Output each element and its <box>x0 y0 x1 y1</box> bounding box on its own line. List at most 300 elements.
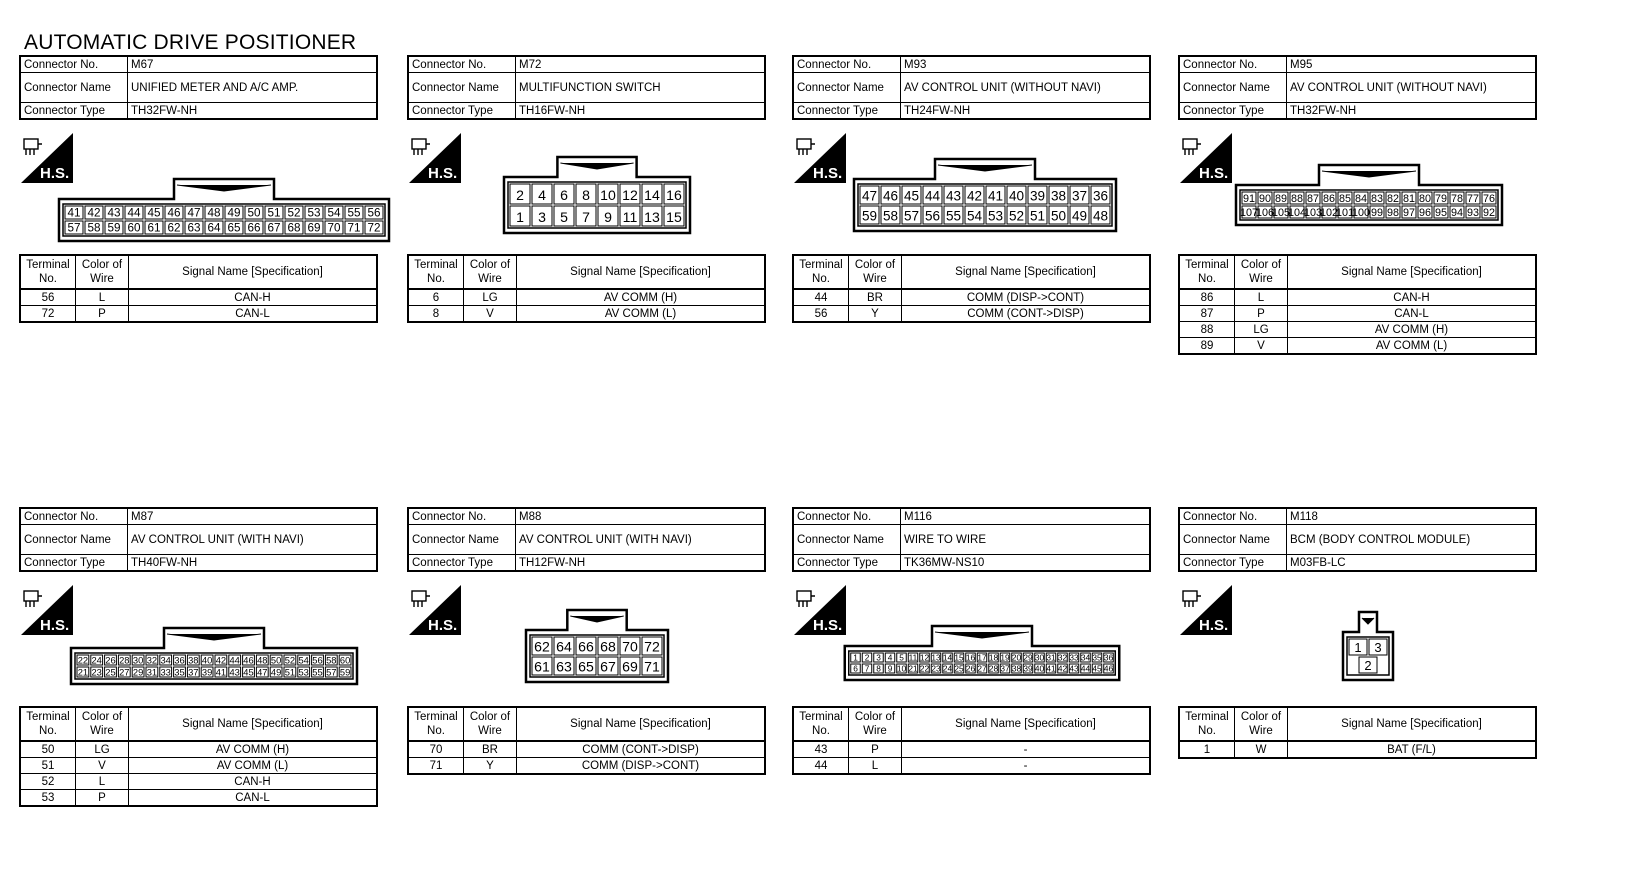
signal-name: - <box>902 758 1151 775</box>
connector-type-label: Connector Type <box>20 103 128 120</box>
connector-block <box>19 507 378 804</box>
terminal-no: 44 <box>793 289 849 306</box>
pin-label: 4 <box>538 187 546 204</box>
pin-label: 32 <box>1057 652 1068 663</box>
pin-label: 39 <box>1029 188 1046 204</box>
pin-label: 44 <box>127 206 141 220</box>
hs-label: H.S. <box>813 617 843 634</box>
pin-label: 15 <box>666 209 682 226</box>
connector-face-diagram <box>1234 165 1504 227</box>
pin-label: 79 <box>1434 192 1448 205</box>
pin-label: 11 <box>908 652 918 663</box>
connector-face-diagram <box>837 620 1127 682</box>
pin-label: 41 <box>67 206 81 220</box>
terminal-no-header: Terminal No. <box>20 255 76 289</box>
pin-label: 85 <box>1338 192 1352 205</box>
pin-label: 98 <box>1386 206 1400 219</box>
pin-label: 65 <box>578 658 594 675</box>
pin-label: 42 <box>966 188 983 204</box>
connector-name-label: Connector Name <box>20 73 128 103</box>
table-row <box>1179 289 1536 306</box>
pin-label: 92 <box>1482 206 1496 219</box>
hs-label: H.S. <box>428 617 458 634</box>
connector-type-value: TH24FW-NH <box>901 103 1151 120</box>
harness-side-icon <box>1180 133 1232 183</box>
hs-label: H.S. <box>428 165 458 182</box>
pin-label: 64 <box>207 221 221 235</box>
wire-color: L <box>76 289 129 306</box>
connector-no-value: M88 <box>516 508 766 525</box>
pin-label: 69 <box>622 658 638 675</box>
wire-color-header: Color of Wire <box>849 707 902 741</box>
terminal-no-header: Terminal No. <box>408 255 464 289</box>
connector-type-value: TH40FW-NH <box>128 555 378 572</box>
connector-face-diagram <box>1336 610 1400 682</box>
table-row <box>1179 306 1536 322</box>
terminal-no: 87 <box>1179 306 1235 322</box>
pin-label: 84 <box>1354 192 1368 205</box>
pin-label: 63 <box>556 658 572 675</box>
pin-label: 22 <box>77 655 89 666</box>
pin-label: 90 <box>1258 192 1272 205</box>
pin-label: 14 <box>942 652 953 663</box>
connector-type-value: TH16FW-NH <box>516 103 766 120</box>
pin-label: 50 <box>1050 208 1067 224</box>
signal-name: - <box>902 741 1151 758</box>
signal-name: AV COMM (L) <box>129 758 378 774</box>
pin-label: 37 <box>188 667 199 678</box>
hs-label: H.S. <box>813 165 843 182</box>
pin-label: 23 <box>91 667 102 678</box>
terminal-no: 71 <box>408 758 464 775</box>
connector-type-value: TH32FW-NH <box>1287 103 1537 120</box>
wire-color: V <box>76 758 129 774</box>
pin-label: 49 <box>1071 208 1088 224</box>
connector-name-label: Connector Name <box>793 73 901 103</box>
table-row <box>408 289 765 306</box>
terminal-no: 72 <box>20 306 76 323</box>
connector-type-value: TK36MW-NS10 <box>901 555 1151 572</box>
wire-color: Y <box>464 758 517 775</box>
pin-label: 50 <box>270 655 282 666</box>
wire-color-header: Color of Wire <box>1235 255 1288 289</box>
signal-name-header: Signal Name [Specification] <box>129 707 378 741</box>
connector-type-label: Connector Type <box>408 103 516 120</box>
connector-name-value: AV CONTROL UNIT (WITH NAVI) <box>516 525 766 555</box>
pin-label: 69 <box>307 221 321 235</box>
pin-label: 12 <box>622 187 638 204</box>
wire-color-header: Color of Wire <box>76 255 129 289</box>
pin-label: 53 <box>987 208 1004 224</box>
connector-info-table <box>19 507 378 572</box>
signal-name: CAN-H <box>1288 289 1537 306</box>
wire-color: LG <box>1235 322 1288 338</box>
terminal-no: 43 <box>793 741 849 758</box>
hs-label: H.S. <box>40 617 70 634</box>
pin-label: 21 <box>77 667 89 678</box>
connector-type-value: TH12FW-NH <box>516 555 766 572</box>
pin-label: 62 <box>167 221 181 235</box>
signal-name-header: Signal Name [Specification] <box>517 255 766 289</box>
pin-label: 62 <box>534 638 550 655</box>
signal-name: COMM (DISP->CONT) <box>517 758 766 775</box>
pin-label: 36 <box>1092 188 1109 204</box>
pin-label: 24 <box>942 663 953 674</box>
wire-color: P <box>76 306 129 323</box>
terminal-no-header: Terminal No. <box>20 707 76 741</box>
harness-side-icon <box>1180 585 1232 635</box>
pin-label: 59 <box>861 208 878 224</box>
signal-name-header: Signal Name [Specification] <box>1288 255 1537 289</box>
pin-label: 35 <box>1092 652 1102 663</box>
terminal-no: 52 <box>20 774 76 790</box>
connector-no-value: M67 <box>128 56 378 73</box>
pin-label: 71 <box>644 658 660 675</box>
signal-name: AV COMM (H) <box>129 741 378 758</box>
pin-label: 44 <box>1080 663 1091 674</box>
pin-label: 40 <box>201 655 213 666</box>
pin-label: 49 <box>227 206 241 220</box>
table-row <box>20 289 377 306</box>
pin-label: 7 <box>864 663 870 674</box>
pin-label: 29 <box>132 667 144 678</box>
pin-label: 59 <box>107 221 121 235</box>
connector-name-value: AV CONTROL UNIT (WITHOUT NAVI) <box>1287 73 1537 103</box>
table-row <box>408 758 765 775</box>
pin-label: 51 <box>1029 208 1046 224</box>
pin-label: 95 <box>1434 206 1448 219</box>
terminal-no: 51 <box>20 758 76 774</box>
pin-label: 103 <box>1303 206 1323 219</box>
pin-label: 40 <box>1034 663 1045 674</box>
pin-label: 14 <box>644 187 660 204</box>
connector-info-table <box>792 55 1151 120</box>
connector-name-label: Connector Name <box>793 525 901 555</box>
pin-label: 17 <box>977 652 987 663</box>
pin-label: 76 <box>1482 192 1496 205</box>
connector-no-label: Connector No. <box>793 56 901 73</box>
pin-label: 97 <box>1402 206 1416 219</box>
pin-label: 38 <box>1050 188 1067 204</box>
table-row <box>20 306 377 323</box>
signal-name: CAN-L <box>1288 306 1537 322</box>
pin-label: 88 <box>1290 192 1304 205</box>
wire-color: LG <box>464 289 517 306</box>
pin-label: 42 <box>87 206 101 220</box>
terminal-table <box>1178 706 1537 759</box>
pin-label: 11 <box>622 209 638 226</box>
pin-label: 52 <box>287 206 301 220</box>
pin-label: 33 <box>160 667 171 678</box>
terminal-no: 88 <box>1179 322 1235 338</box>
pin-label: 70 <box>622 638 638 655</box>
terminal-no: 50 <box>20 741 76 758</box>
pin-label: 38 <box>1011 663 1022 674</box>
pin-label: 27 <box>977 663 987 674</box>
pin-label: 12 <box>919 652 930 663</box>
pin-label: 46 <box>882 188 899 204</box>
connector-block <box>792 55 1151 320</box>
wire-color: V <box>464 306 517 323</box>
connector-block <box>407 55 766 320</box>
pin-label: 30 <box>132 655 144 666</box>
pin-label: 53 <box>298 667 309 678</box>
pin-label: 105 <box>1271 206 1291 219</box>
connector-type-label: Connector Type <box>20 555 128 572</box>
terminal-table <box>407 706 766 775</box>
terminal-no: 56 <box>793 306 849 323</box>
pin-label: 28 <box>988 663 999 674</box>
terminal-table <box>19 706 378 807</box>
wire-color: P <box>1235 306 1288 322</box>
pin-label: 99 <box>1370 206 1384 219</box>
pin-label: 63 <box>187 221 201 235</box>
connector-block <box>1178 55 1537 352</box>
signal-name: COMM (CONT->DISP) <box>902 306 1151 323</box>
wire-color: BR <box>849 289 902 306</box>
pin-label: 36 <box>174 655 185 666</box>
pin-label: 52 <box>284 655 296 666</box>
pin-label: 10 <box>600 187 616 204</box>
pin-label: 101 <box>1335 206 1355 219</box>
pin-label: 25 <box>105 667 116 678</box>
terminal-no: 89 <box>1179 338 1235 355</box>
pin-label: 86 <box>1322 192 1336 205</box>
connector-name-value: BCM (BODY CONTROL MODULE) <box>1287 525 1537 555</box>
pin-label: 54 <box>327 206 341 220</box>
pin-label: 2 <box>516 187 524 204</box>
pin-label: 32 <box>146 655 158 666</box>
connector-face-diagram <box>67 161 381 243</box>
table-row <box>20 790 377 807</box>
terminal-no: 44 <box>793 758 849 775</box>
pin-label: 56 <box>924 208 941 224</box>
pin-label: 71 <box>347 221 361 235</box>
pin-label: 16 <box>666 187 682 204</box>
pin-label: 55 <box>945 208 962 224</box>
connector-no-value: M93 <box>901 56 1151 73</box>
pin-label: 16 <box>965 652 976 663</box>
pin-label: 28 <box>119 655 130 666</box>
pin-label: 36 <box>1103 652 1114 663</box>
terminal-no-header: Terminal No. <box>793 255 849 289</box>
wire-color-header: Color of Wire <box>1235 707 1288 741</box>
pin-label: 87 <box>1306 192 1320 205</box>
pin-label: 20 <box>1011 652 1022 663</box>
connector-no-value: M87 <box>128 508 378 525</box>
pin-label: 55 <box>347 206 361 220</box>
connector-info-table <box>407 55 766 120</box>
wire-color-header: Color of Wire <box>76 707 129 741</box>
connector-type-label: Connector Type <box>793 103 901 120</box>
connector-name-label: Connector Name <box>20 525 128 555</box>
pin-label: 106 <box>1255 206 1275 219</box>
connector-no-label: Connector No. <box>793 508 901 525</box>
harness-side-icon <box>409 585 461 635</box>
connector-info-table <box>19 55 378 120</box>
connector-name-label: Connector Name <box>408 525 516 555</box>
harness-side-icon <box>794 133 846 183</box>
pin-label: 37 <box>1071 188 1088 204</box>
pin-label: 57 <box>67 221 81 235</box>
wire-color-header: Color of Wire <box>464 255 517 289</box>
pin-label: 6 <box>560 187 568 204</box>
pin-label: 70 <box>327 221 341 235</box>
connector-type-label: Connector Type <box>1179 555 1287 572</box>
pin-label: 53 <box>307 206 321 220</box>
pin-label: 37 <box>1000 663 1010 674</box>
pin-label: 2 <box>1364 658 1372 674</box>
pin-label: 5 <box>899 652 904 663</box>
pin-label: 41 <box>215 667 227 678</box>
pin-label: 80 <box>1418 192 1432 205</box>
connector-info-table <box>792 507 1151 572</box>
pin-label: 60 <box>127 221 141 235</box>
pin-label: 58 <box>326 655 337 666</box>
pin-label: 81 <box>1402 192 1416 205</box>
connector-name-value: WIRE TO WIRE <box>901 525 1151 555</box>
pin-label: 39 <box>201 667 213 678</box>
table-row <box>793 758 1150 775</box>
pin-label: 47 <box>861 188 878 204</box>
pin-label: 41 <box>1046 663 1056 674</box>
pin-label: 31 <box>1046 652 1056 663</box>
pin-label: 13 <box>931 652 941 663</box>
signal-name: AV COMM (L) <box>1288 338 1537 355</box>
pin-label: 29 <box>1023 652 1033 663</box>
pin-label: 66 <box>578 638 594 655</box>
table-row <box>20 741 377 758</box>
table-row <box>408 306 765 323</box>
pin-label: 48 <box>207 206 221 220</box>
pin-label: 34 <box>160 655 171 666</box>
connector-no-value: M118 <box>1287 508 1537 525</box>
pin-label: 96 <box>1418 206 1432 219</box>
wire-color: Y <box>849 306 902 323</box>
pin-label: 58 <box>87 221 101 235</box>
pin-label: 19 <box>1000 652 1010 663</box>
pin-label: 48 <box>1092 208 1109 224</box>
terminal-no: 6 <box>408 289 464 306</box>
pin-label: 4 <box>887 652 893 663</box>
hs-label: H.S. <box>1199 617 1229 634</box>
pin-label: 66 <box>247 221 261 235</box>
connector-name-value: UNIFIED METER AND A/C AMP. <box>128 73 378 103</box>
pin-label: 51 <box>267 206 281 220</box>
connector-info-table <box>407 507 766 572</box>
connector-block <box>407 507 766 772</box>
hs-label: H.S. <box>40 165 70 182</box>
pin-label: 24 <box>91 655 102 666</box>
table-row <box>408 741 765 758</box>
connector-type-value: M03FB-LC <box>1287 555 1537 572</box>
table-row <box>793 306 1150 323</box>
signal-name-header: Signal Name [Specification] <box>1288 707 1537 741</box>
connector-name-label: Connector Name <box>408 73 516 103</box>
table-row <box>20 774 377 790</box>
pin-label: 8 <box>582 187 590 204</box>
pin-label: 45 <box>903 188 920 204</box>
signal-name: CAN-H <box>129 289 378 306</box>
pin-label: 45 <box>243 667 254 678</box>
terminal-no: 56 <box>20 289 76 306</box>
pin-label: 72 <box>644 638 660 655</box>
connector-no-label: Connector No. <box>20 508 128 525</box>
pin-label: 41 <box>987 188 1004 204</box>
connector-no-value: M116 <box>901 508 1151 525</box>
table-row <box>1179 322 1536 338</box>
pin-label: 56 <box>312 655 323 666</box>
pin-label: 39 <box>1023 663 1033 674</box>
pin-label: 43 <box>945 188 962 204</box>
terminal-no: 8 <box>408 306 464 323</box>
pin-label: 82 <box>1386 192 1400 205</box>
signal-name-header: Signal Name [Specification] <box>902 255 1151 289</box>
wire-color: W <box>1235 741 1288 758</box>
signal-name: AV COMM (H) <box>517 289 766 306</box>
connector-name-label: Connector Name <box>1179 525 1287 555</box>
pin-label: 78 <box>1450 192 1464 205</box>
pin-label: 27 <box>119 667 130 678</box>
pin-label: 72 <box>367 221 381 235</box>
wire-color: LG <box>76 741 129 758</box>
signal-name-header: Signal Name [Specification] <box>129 255 378 289</box>
signal-name: AV COMM (H) <box>1288 322 1537 338</box>
pin-label: 48 <box>257 655 268 666</box>
terminal-no-header: Terminal No. <box>408 707 464 741</box>
terminal-no-header: Terminal No. <box>1179 707 1235 741</box>
pin-label: 50 <box>247 206 261 220</box>
pin-label: 9 <box>887 663 893 674</box>
signal-name-header: Signal Name [Specification] <box>517 707 766 741</box>
connector-no-label: Connector No. <box>408 508 516 525</box>
wire-color: V <box>1235 338 1288 355</box>
pin-label: 1 <box>853 652 858 663</box>
page-title: AUTOMATIC DRIVE POSITIONER <box>24 31 357 54</box>
pin-label: 23 <box>931 663 941 674</box>
pin-label: 13 <box>644 209 660 226</box>
signal-name: COMM (DISP->CONT) <box>902 289 1151 306</box>
pin-label: 30 <box>1034 652 1045 663</box>
signal-name: CAN-L <box>129 790 378 807</box>
connector-info-table <box>1178 507 1537 572</box>
pin-label: 3 <box>538 209 546 226</box>
pin-label: 61 <box>534 658 550 675</box>
pin-label: 47 <box>257 667 268 678</box>
harness-side-icon <box>21 133 73 183</box>
connector-no-label: Connector No. <box>1179 508 1287 525</box>
terminal-no: 1 <box>1179 741 1235 758</box>
signal-name: CAN-H <box>129 774 378 790</box>
pin-label: 25 <box>954 663 964 674</box>
pin-label: 91 <box>1242 192 1256 205</box>
connector-no-label: Connector No. <box>1179 56 1287 73</box>
terminal-table <box>792 706 1151 775</box>
connector-type-label: Connector Type <box>1179 103 1287 120</box>
table-row <box>793 289 1150 306</box>
pin-label: 1 <box>1354 640 1362 656</box>
pin-label: 52 <box>1008 208 1025 224</box>
pin-label: 61 <box>147 221 161 235</box>
pin-label: 21 <box>908 663 918 674</box>
wire-color: L <box>76 774 129 790</box>
connector-type-label: Connector Type <box>793 555 901 572</box>
connector-face-diagram <box>69 624 359 686</box>
pin-label: 89 <box>1274 192 1288 205</box>
pin-label: 8 <box>876 663 881 674</box>
pin-label: 67 <box>600 658 616 675</box>
pin-label: 26 <box>965 663 976 674</box>
